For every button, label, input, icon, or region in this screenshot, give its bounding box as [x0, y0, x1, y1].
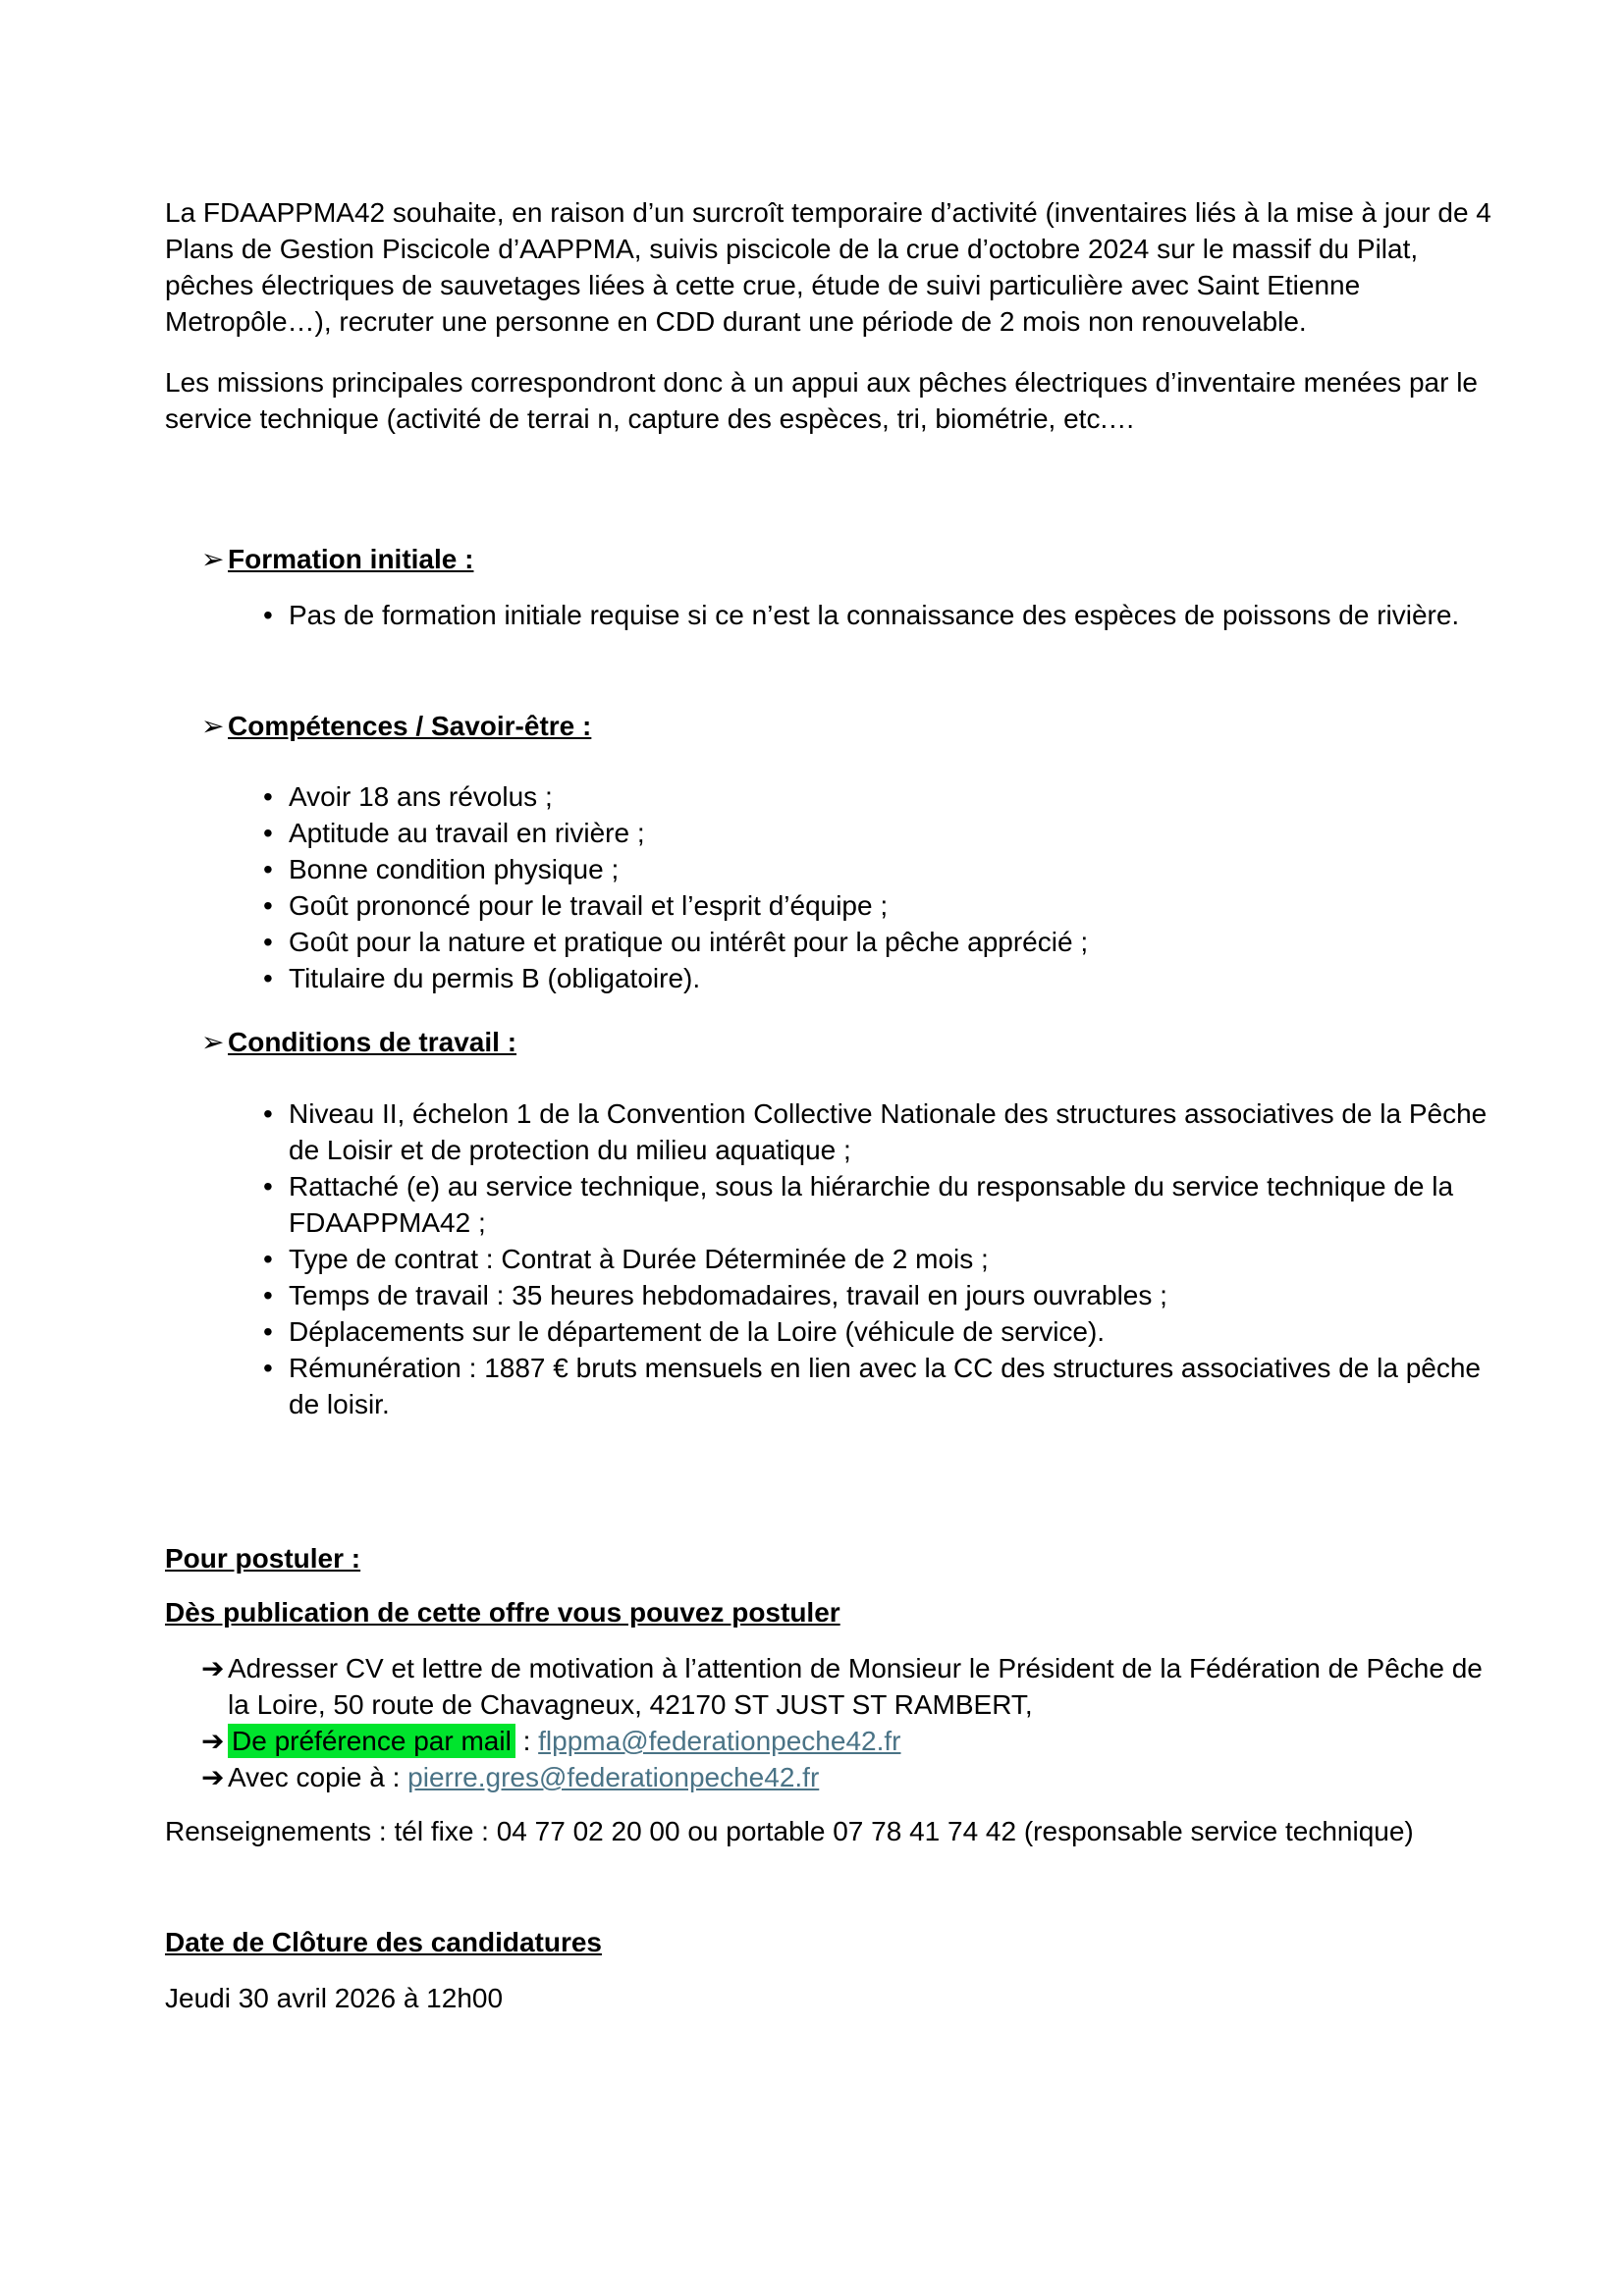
- intro-paragraph-1: La FDAAPPMA42 souhaite, en raison d’un surcroît temporaire d’activité (inventaires liés à la mise à jour de 4 Plans de Gestion Piscicole d’AAPPMA, suivis piscicole de la crue d’octobre 2024 sur le massif du Pilat, pêches électriques de sauvetages liées à cette crue, étude de suivi particulière avec Saint Etienne Metropôle…), recruter une personne en CDD durant une période de 2 mois non renouvelable.: [165, 197, 1491, 337]
- list-item: [165, 960, 1506, 996]
- arrowhead-bullet-icon: ➢: [201, 711, 225, 741]
- apply-item-address: [165, 1650, 1506, 1723]
- closing-date: Jeudi 30 avril 2026 à 12h00: [165, 1983, 504, 2013]
- dot-bullet-icon: •: [263, 963, 273, 993]
- contact-info-line: Renseignements : tél fixe : 04 77 02 20 00 ou portable 07 78 41 74 42 (responsable service technique): [165, 1816, 1414, 1846]
- competences-bullet-list: [165, 778, 1506, 996]
- email-link-flppma[interactable]: flppma@federationpeche42.fr: [538, 1726, 901, 1756]
- section-competences: [165, 708, 1506, 996]
- dot-bullet-icon: •: [263, 1316, 273, 1347]
- dot-bullet-icon: •: [263, 781, 273, 812]
- formation-bullet-text: Pas de formation initiale requise si ce n’est la connaissance des espèces de poissons de rivière.: [289, 600, 1460, 630]
- list-item: [165, 815, 1506, 851]
- competences-bullet-text: Titulaire du permis B (obligatoire).: [289, 963, 701, 993]
- list-item: [165, 597, 1506, 633]
- apply-item-copy-text: [228, 1759, 1506, 1795]
- list-item: [165, 1277, 1506, 1313]
- list-item: [165, 1241, 1506, 1277]
- arrow-bullet-icon: ➔: [201, 1653, 225, 1683]
- conditions-bullet-text: Déplacements sur le département de la Loire (véhicule de service).: [289, 1316, 1106, 1347]
- dot-bullet-icon: •: [263, 1098, 273, 1129]
- dot-bullet-icon: •: [263, 854, 273, 884]
- dot-bullet-icon: •: [263, 1244, 273, 1274]
- conditions-bullet-text: Type de contrat : Contrat à Durée Déterminée de 2 mois ;: [289, 1244, 989, 1274]
- apply-item-mail-text: [228, 1723, 1506, 1759]
- conditions-bullet-text: Rattaché (e) au service technique, sous la hiérarchie du responsable du service technique de la FDAAPPMA42 ;: [289, 1171, 1454, 1238]
- section-formation-heading: [165, 541, 1506, 577]
- arrowhead-bullet-icon: ➢: [201, 1027, 225, 1057]
- section-formation-initiale: [165, 541, 1506, 633]
- conditions-bullet-text: Temps de travail : 35 heures hebdomadaires, travail en jours ouvrables ;: [289, 1280, 1167, 1310]
- apply-subheading: Dès publication de cette offre vous pouvez postuler: [165, 1597, 840, 1628]
- dot-bullet-icon: •: [263, 1353, 273, 1383]
- dot-bullet-icon: •: [263, 600, 273, 630]
- competences-bullet-text: Goût pour la nature et pratique ou intérêt pour la pêche apprécié ;: [289, 927, 1089, 957]
- competences-bullet-text: Bonne condition physique ;: [289, 854, 620, 884]
- section-competences-title: Compétences / Savoir-être :: [228, 711, 592, 741]
- apply-item-mail: [165, 1723, 1506, 1759]
- arrow-bullet-icon: ➔: [201, 1726, 225, 1756]
- list-item: [165, 1168, 1506, 1241]
- conditions-bullet-text: Rémunération : 1887 € bruts mensuels en lien avec la CC des structures associatives de la pêche de loisir.: [289, 1353, 1481, 1419]
- dot-bullet-icon: •: [263, 1171, 273, 1201]
- dot-bullet-icon: •: [263, 890, 273, 921]
- section-conditions-title: Conditions de travail :: [228, 1027, 517, 1057]
- list-item: [165, 887, 1506, 924]
- conditions-bullet-text: Niveau II, échelon 1 de la Convention Collective Nationale des structures associatives de la Pêche de Loisir et de protection du milieu aquatique ;: [289, 1098, 1488, 1165]
- arrowhead-bullet-icon: ➢: [201, 544, 225, 574]
- section-formation-title: Formation initiale :: [228, 544, 474, 574]
- list-item: [165, 851, 1506, 887]
- section-conditions: [165, 1024, 1506, 1422]
- apply-heading: Pour postuler :: [165, 1543, 361, 1574]
- email-link-pierre-gres[interactable]: pierre.gres@federationpeche42.fr: [407, 1762, 820, 1792]
- list-item: [165, 1095, 1506, 1168]
- list-item: [165, 924, 1506, 960]
- separator-text: :: [514, 1726, 539, 1756]
- list-item: [165, 1350, 1506, 1422]
- arrow-bullet-icon: ➔: [201, 1762, 225, 1792]
- dot-bullet-icon: •: [263, 818, 273, 848]
- copy-prefix-text: Avec copie à :: [228, 1762, 408, 1792]
- dot-bullet-icon: •: [263, 927, 273, 957]
- section-conditions-heading: [165, 1024, 1506, 1060]
- list-item: [165, 1313, 1506, 1350]
- competences-bullet-text: Avoir 18 ans révolus ;: [289, 781, 553, 812]
- competences-bullet-text: Aptitude au travail en rivière ;: [289, 818, 645, 848]
- list-item: [165, 778, 1506, 815]
- apply-item-copy: [165, 1759, 1506, 1795]
- formation-bullet-list: [165, 597, 1506, 633]
- apply-item-address-text: Adresser CV et lettre de motivation à l’attention de Monsieur le Président de la Fédération de Pêche de la Loire, 50 route de Chavagneux, 42170 ST JUST ST RAMBERT,: [228, 1653, 1483, 1720]
- competences-bullet-text: Goût prononcé pour le travail et l’esprit d’équipe ;: [289, 890, 889, 921]
- intro-paragraph-2: Les missions principales correspondront donc à un appui aux pêches électriques d’inventaire menées par le service technique (activité de terrai n, capture des espèces, tri, biométrie, etc.…: [165, 367, 1478, 434]
- section-competences-heading: [165, 708, 1506, 744]
- apply-arrow-list: [165, 1650, 1506, 1795]
- conditions-bullet-list: [165, 1095, 1506, 1422]
- dot-bullet-icon: •: [263, 1280, 273, 1310]
- closing-heading: Date de Clôture des candidatures: [165, 1927, 603, 1957]
- highlighted-text: De préférence par mail: [228, 1724, 515, 1758]
